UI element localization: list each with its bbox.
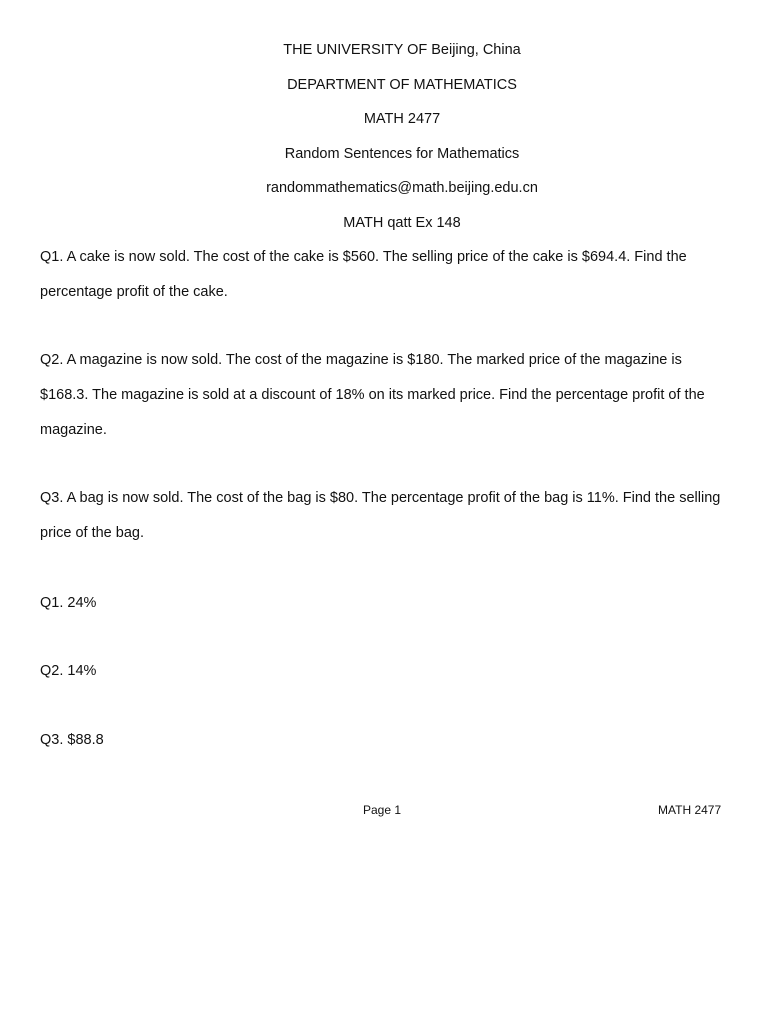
answer-2: Q2. 14%	[40, 663, 97, 679]
document-subtitle: Random Sentences for Mathematics	[284, 146, 520, 162]
exercise-title: MATH qatt Ex 148	[343, 215, 461, 231]
footer-course-code: MATH 2477	[658, 803, 722, 817]
question-2: Q2. A magazine is now sold. The cost of the magazine is $180. The marked price of the magazine is $168.3. The magazine is sold at a discount of 18% on its marked price. Find the percentage profit of the magazine.	[40, 352, 705, 438]
course-code: MATH 2477	[363, 111, 441, 127]
page-number: Page 1	[363, 803, 402, 817]
question-3: Q3. A bag is now sold. The cost of the bag is $80. The percentage profit of the bag is 11%. Find the selling price of the bag.	[40, 490, 721, 541]
department-title: DEPARTMENT OF MATHEMATICS	[287, 77, 517, 93]
university-title: THE UNIVERSITY OF Beijing, China	[283, 42, 521, 58]
answer-1: Q1. 24%	[40, 595, 97, 611]
question-1: Q1. A cake is now sold. The cost of the cake is $560. The selling price of the cake is $694.4. Find the percentage profit of the cake.	[40, 249, 687, 300]
contact-email: randommathematics@math.beijing.edu.cn	[266, 180, 538, 196]
answer-3: Q3. $88.8	[40, 732, 104, 748]
